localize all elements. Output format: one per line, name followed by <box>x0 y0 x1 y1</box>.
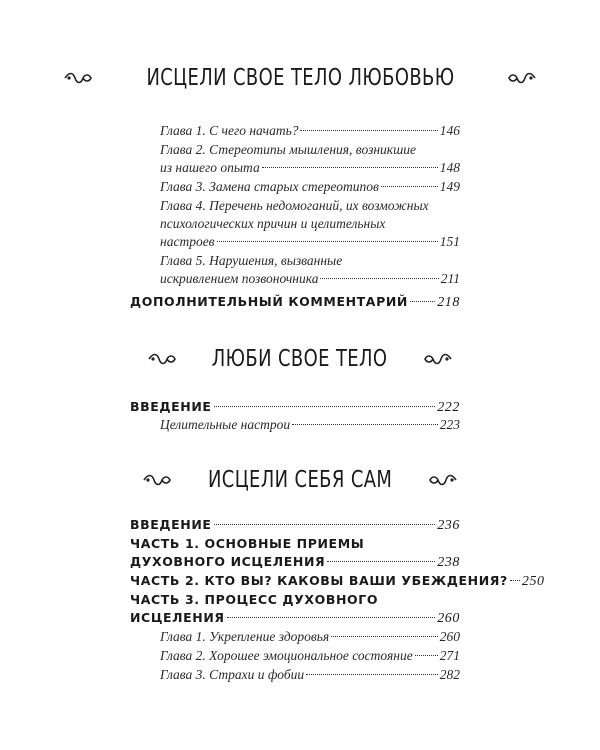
leader-dots <box>320 278 438 279</box>
entry-title-line: Глава 4. Перечень недомоганий, их возможных <box>160 198 429 213</box>
toc-entry[interactable] <box>160 269 460 288</box>
entry-title: Глава 1. С чего начать? <box>160 123 299 138</box>
leader-dots <box>217 241 438 242</box>
ornament-left-icon <box>63 71 93 85</box>
entry-title: Глава 3. Замена старых стереотипов <box>160 179 379 194</box>
toc-entry[interactable] <box>160 646 460 665</box>
entry-page: 218 <box>437 295 460 310</box>
leader-dots <box>300 130 437 131</box>
leader-dots <box>214 524 436 525</box>
entry-title-line: ЧАСТЬ 1. ОСНОВНЫЕ ПРИЕМЫ <box>130 536 365 551</box>
entry-title: из нашего опыта <box>160 160 260 175</box>
entry-page: 250 <box>521 574 545 589</box>
entry-page: 260 <box>437 611 460 626</box>
entry-page: 149 <box>439 179 460 194</box>
entry-page: 151 <box>439 234 460 249</box>
leader-dots <box>262 167 438 168</box>
toc-entry[interactable] <box>160 232 460 251</box>
entry-title: ДОПОЛНИТЕЛЬНЫЙ КОММЕНТАРИЙ <box>130 294 408 309</box>
entry-page: 260 <box>439 629 460 644</box>
toc-entry[interactable] <box>160 665 460 684</box>
section-heading-2 <box>100 342 500 376</box>
entry-page: 148 <box>439 160 460 175</box>
leader-dots <box>227 617 436 618</box>
entry-title: настроев <box>160 234 215 249</box>
toc-entry[interactable] <box>130 397 460 417</box>
entry-page: 236 <box>437 518 460 533</box>
ornament-right-icon <box>428 473 458 487</box>
entry-title: ВВЕДЕНИЕ <box>130 399 212 414</box>
ornament-left-icon <box>142 473 172 487</box>
entry-page: 222 <box>437 400 460 415</box>
leader-dots <box>510 580 520 581</box>
ornament-right-icon <box>507 71 537 85</box>
entry-title: Глава 1. Укрепление здоровья <box>160 629 330 644</box>
entry-title-line: психологических причин и целительных <box>160 216 386 231</box>
leader-dots <box>415 655 438 656</box>
entry-title-line: ЧАСТЬ 3. ПРОЦЕСС ДУХОВНОГО <box>130 592 379 607</box>
leader-dots <box>214 406 436 407</box>
leader-dots <box>381 186 438 187</box>
section-heading-3 <box>100 463 500 497</box>
leader-dots <box>410 301 435 302</box>
entry-title: ЧАСТЬ 2. КТО ВЫ? КАКОВЫ ВАШИ УБЕЖДЕНИЯ? <box>130 573 508 588</box>
entry-page: 211 <box>440 271 460 286</box>
entry-title: ИСЦЕЛЕНИЯ <box>130 610 225 625</box>
entry-page: 223 <box>439 417 460 432</box>
section-title: ИСЦЕЛИ СВОЕ ТЕЛО ЛЮБОВЬЮ <box>145 65 455 91</box>
leader-dots <box>327 561 435 562</box>
toc-entry[interactable] <box>160 158 460 177</box>
entry-title: Глава 3. Страхи и фобии <box>160 667 305 682</box>
toc-entry[interactable] <box>160 177 460 196</box>
toc-entry[interactable] <box>130 608 460 628</box>
toc-entry[interactable] <box>160 627 460 646</box>
entry-page: 271 <box>439 648 460 663</box>
toc-entry[interactable] <box>130 515 460 535</box>
entry-title: ВВЕДЕНИЕ <box>130 517 212 532</box>
ornament-left-icon <box>147 352 177 366</box>
entry-title: искривлением позвоночника <box>160 271 319 286</box>
entry-page: 238 <box>437 555 460 570</box>
entry-title: Глава 2. Хорошее эмоциональное состояние <box>160 648 413 663</box>
section-heading-1 <box>100 61 500 95</box>
entry-title-line: Глава 5. Нарушения, вызванные <box>160 253 343 268</box>
entry-title-line: Глава 2. Стереотипы мышления, возникшие <box>160 142 417 157</box>
entry-page: 282 <box>439 667 460 682</box>
toc-entry[interactable] <box>160 415 460 434</box>
toc-entry[interactable] <box>130 552 460 572</box>
toc-entry[interactable] <box>130 571 545 591</box>
leader-dots <box>292 424 438 425</box>
section-title: ИСЦЕЛИ СЕБЯ САМ <box>207 467 393 493</box>
section-title: ЛЮБИ СВОЕ ТЕЛО <box>212 346 388 372</box>
leader-dots <box>331 636 438 637</box>
toc-entry-extra[interactable] <box>130 292 460 312</box>
leader-dots <box>306 674 438 675</box>
ornament-right-icon <box>423 352 453 366</box>
entry-title: Целительные настрои <box>160 417 291 432</box>
toc-entry[interactable] <box>160 121 460 140</box>
entry-title: ДУХОВНОГО ИСЦЕЛЕНИЯ <box>130 554 326 569</box>
entry-page: 146 <box>439 123 460 138</box>
